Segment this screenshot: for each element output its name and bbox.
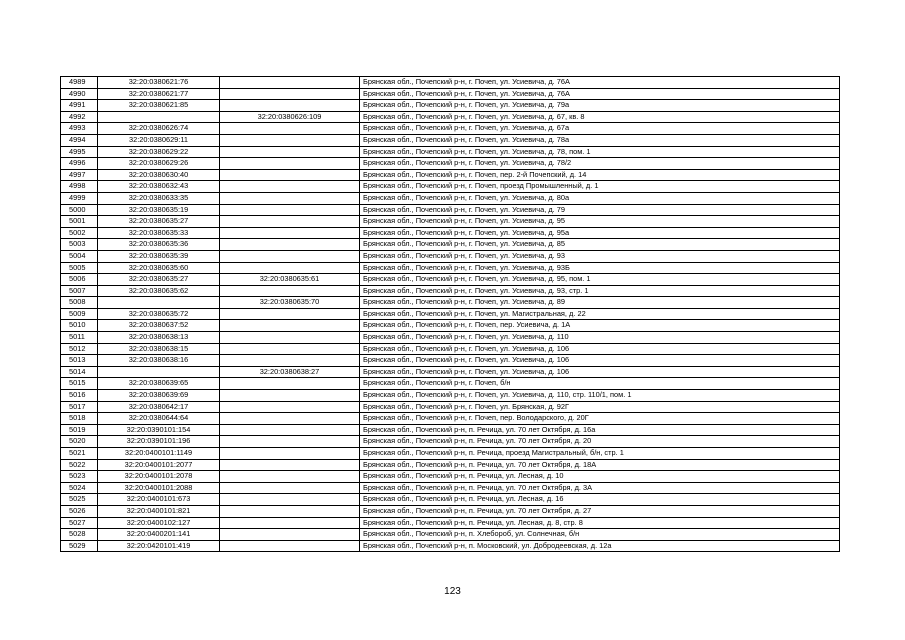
row-number-cell: 5008 [61, 297, 98, 309]
table-row [61, 227, 840, 239]
address-cell: Брянская обл., Почепский р-н, г. Почеп, ул. Усиевича, д. 93 [360, 250, 840, 262]
address-cell: Брянская обл., Почепский р-н, г. Почеп, ул. Магистральная, д. 22 [360, 308, 840, 320]
cadastral-number-cell: 32:20:0380629:11 [98, 134, 220, 146]
row-number-cell: 4996 [61, 158, 98, 170]
address-cell: Брянская обл., Почепский р-н, г. Почеп, ул. Усиевича, д. 93Б [360, 262, 840, 274]
cadastral-number-cell: 32:20:0400101:2077 [98, 459, 220, 471]
parent-cadastral-number-cell [220, 517, 360, 529]
table-row [61, 204, 840, 216]
row-number-cell: 5010 [61, 320, 98, 332]
cadastral-number-cell: 32:20:0380629:22 [98, 146, 220, 158]
row-number-cell: 5025 [61, 494, 98, 506]
cadastral-number-cell: 32:20:0380635:60 [98, 262, 220, 274]
cadastral-number-cell: 32:20:0380621:85 [98, 100, 220, 112]
address-cell: Брянская обл., Почепский р-н, п. Московский, ул. Добродеевская, д. 12а [360, 540, 840, 552]
row-number-cell: 5012 [61, 343, 98, 355]
table-row [61, 274, 840, 286]
cadastral-number-cell: 32:20:0380637:52 [98, 320, 220, 332]
table-row [61, 448, 840, 460]
cadastral-number-cell: 32:20:0380635:36 [98, 239, 220, 251]
table-row [61, 297, 840, 309]
row-number-cell: 5005 [61, 262, 98, 274]
parent-cadastral-number-cell [220, 169, 360, 181]
cadastral-number-cell: 32:20:0380635:27 [98, 216, 220, 228]
row-number-cell: 5023 [61, 471, 98, 483]
address-cell: Брянская обл., Почепский р-н, г. Почеп, ул. Усиевича, д. 67, кв. 8 [360, 111, 840, 123]
row-number-cell: 4994 [61, 134, 98, 146]
address-cell: Брянская обл., Почепский р-н, г. Почеп, ул. Усиевича, д. 85 [360, 239, 840, 251]
row-number-cell: 5028 [61, 529, 98, 541]
row-number-cell: 4992 [61, 111, 98, 123]
address-cell: Брянская обл., Почепский р-н, п. Речица, ул. 70 лет Октября, д. 27 [360, 505, 840, 517]
row-number-cell: 5022 [61, 459, 98, 471]
address-cell: Брянская обл., Почепский р-н, п. Речица, ул. Лесная, д. 10 [360, 471, 840, 483]
row-number-cell: 5002 [61, 227, 98, 239]
table-row [61, 390, 840, 402]
table-row [61, 366, 840, 378]
parent-cadastral-number-cell: 32:20:0380626:109 [220, 111, 360, 123]
table-row [61, 192, 840, 204]
parent-cadastral-number-cell [220, 343, 360, 355]
cadastral-number-cell: 32:20:0380642:17 [98, 401, 220, 413]
parent-cadastral-number-cell [220, 250, 360, 262]
table-row [61, 436, 840, 448]
address-cell: Брянская обл., Почепский р-н, г. Почеп, ул. Усиевича, д. 93, стр. 1 [360, 285, 840, 297]
cadastral-number-cell: 32:20:0400101:821 [98, 505, 220, 517]
address-cell: Брянская обл., Почепский р-н, г. Почеп, ул. Усиевича, д. 76А [360, 77, 840, 89]
address-cell: Брянская обл., Почепский р-н, г. Почеп, ул. Усиевича, д. 79а [360, 100, 840, 112]
cadastral-number-cell: 32:20:0380638:16 [98, 355, 220, 367]
table-row [61, 517, 840, 529]
cadastral-number-cell: 32:20:0380629:26 [98, 158, 220, 170]
cadastral-number-cell: 32:20:0400201:141 [98, 529, 220, 541]
parent-cadastral-number-cell [220, 332, 360, 344]
cadastral-number-cell: 32:20:0380639:69 [98, 390, 220, 402]
parent-cadastral-number-cell [220, 239, 360, 251]
address-cell: Брянская обл., Почепский р-н, г. Почеп, ул. Брянская, д. 92Г [360, 401, 840, 413]
table-row [61, 494, 840, 506]
table-row [61, 424, 840, 436]
table-row [61, 181, 840, 193]
row-number-cell: 5014 [61, 366, 98, 378]
address-cell: Брянская обл., Почепский р-н, г. Почеп, ул. Усиевича, д. 95, пом. 1 [360, 274, 840, 286]
cadastral-number-cell: 32:20:0400101:673 [98, 494, 220, 506]
cadastral-number-cell: 32:20:0380621:77 [98, 88, 220, 100]
parent-cadastral-number-cell [220, 355, 360, 367]
row-number-cell: 5006 [61, 274, 98, 286]
address-cell: Брянская обл., Почепский р-н, п. Речица, проезд Магистральный, б/н, стр. 1 [360, 448, 840, 460]
table-row [61, 505, 840, 517]
table-row [61, 529, 840, 541]
row-number-cell: 5026 [61, 505, 98, 517]
parent-cadastral-number-cell [220, 320, 360, 332]
parent-cadastral-number-cell [220, 227, 360, 239]
table-row [61, 111, 840, 123]
parent-cadastral-number-cell: 32:20:0380635:70 [220, 297, 360, 309]
address-cell: Брянская обл., Почепский р-н, п. Речица, ул. Лесная, д. 8, стр. 8 [360, 517, 840, 529]
row-number-cell: 5017 [61, 401, 98, 413]
parent-cadastral-number-cell [220, 158, 360, 170]
table-row [61, 123, 840, 135]
table-row [61, 146, 840, 158]
parent-cadastral-number-cell [220, 123, 360, 135]
parent-cadastral-number-cell [220, 471, 360, 483]
address-cell: Брянская обл., Почепский р-н, г. Почеп, пер. Володарского, д. 20Г [360, 413, 840, 425]
parent-cadastral-number-cell: 32:20:0380638:27 [220, 366, 360, 378]
row-number-cell: 4990 [61, 88, 98, 100]
parent-cadastral-number-cell [220, 505, 360, 517]
parent-cadastral-number-cell [220, 204, 360, 216]
address-cell: Брянская обл., Почепский р-н, г. Почеп, ул. Усиевича, д. 106 [360, 366, 840, 378]
table-row [61, 459, 840, 471]
row-number-cell: 4995 [61, 146, 98, 158]
table-row [61, 378, 840, 390]
address-cell: Брянская обл., Почепский р-н, г. Почеп, пер. 2-й Почепский, д. 14 [360, 169, 840, 181]
cadastral-number-cell: 32:20:0380638:15 [98, 343, 220, 355]
row-number-cell: 4999 [61, 192, 98, 204]
cadastral-number-cell: 32:20:0380635:19 [98, 204, 220, 216]
cadastral-number-cell: 32:20:0380635:39 [98, 250, 220, 262]
parent-cadastral-number-cell [220, 494, 360, 506]
table-row [61, 169, 840, 181]
table-row [61, 77, 840, 89]
address-cell: Брянская обл., Почепский р-н, п. Речица, ул. 70 лет Октября, д. 3А [360, 482, 840, 494]
table-row [61, 308, 840, 320]
row-number-cell: 5001 [61, 216, 98, 228]
cadastral-number-cell: 32:20:0380621:76 [98, 77, 220, 89]
parent-cadastral-number-cell [220, 181, 360, 193]
row-number-cell: 5027 [61, 517, 98, 529]
table-row [61, 100, 840, 112]
table-row [61, 88, 840, 100]
cadastral-number-cell: 32:20:0400101:2088 [98, 482, 220, 494]
table-row [61, 471, 840, 483]
row-number-cell: 4991 [61, 100, 98, 112]
parent-cadastral-number-cell [220, 88, 360, 100]
table-row [61, 134, 840, 146]
address-cell: Брянская обл., Почепский р-н, г. Почеп, ул. Усиевича, д. 95 [360, 216, 840, 228]
address-cell: Брянская обл., Почепский р-н, г. Почеп, ул. Усиевича, д. 78а [360, 134, 840, 146]
parent-cadastral-number-cell [220, 529, 360, 541]
table-row [61, 332, 840, 344]
row-number-cell: 5011 [61, 332, 98, 344]
address-cell: Брянская обл., Почепский р-н, г. Почеп, ул. Усиевича, д. 79 [360, 204, 840, 216]
cadastral-number-cell: 32:20:0400101:2078 [98, 471, 220, 483]
table-row [61, 262, 840, 274]
row-number-cell: 5019 [61, 424, 98, 436]
row-number-cell: 5000 [61, 204, 98, 216]
cadastral-number-cell: 32:20:0380644:64 [98, 413, 220, 425]
cadastral-number-cell: 32:20:0380630:40 [98, 169, 220, 181]
cadastral-number-cell: 32:20:0380626:74 [98, 123, 220, 135]
parent-cadastral-number-cell [220, 192, 360, 204]
page-number: 123 [444, 586, 461, 597]
address-cell: Брянская обл., Почепский р-н, г. Почеп, ул. Усиевича, д. 95а [360, 227, 840, 239]
cadastral-number-cell: 32:20:0380632:43 [98, 181, 220, 193]
address-cell: Брянская обл., Почепский р-н, г. Почеп, ул. Усиевича, д. 76А [360, 88, 840, 100]
row-number-cell: 4998 [61, 181, 98, 193]
address-cell: Брянская обл., Почепский р-н, г. Почеп, пер. Усиевича, д. 1А [360, 320, 840, 332]
address-cell: Брянская обл., Почепский р-н, г. Почеп, б/н [360, 378, 840, 390]
row-number-cell: 5013 [61, 355, 98, 367]
parent-cadastral-number-cell [220, 100, 360, 112]
address-cell: Брянская обл., Почепский р-н, п. Речица, ул. Лесная, д. 16 [360, 494, 840, 506]
table-row [61, 285, 840, 297]
row-number-cell: 5024 [61, 482, 98, 494]
table-row [61, 482, 840, 494]
parent-cadastral-number-cell [220, 216, 360, 228]
address-cell: Брянская обл., Почепский р-н, г. Почеп, ул. Усиевича, д. 106 [360, 343, 840, 355]
table-row [61, 320, 840, 332]
row-number-cell: 5004 [61, 250, 98, 262]
cadastral-number-cell: 32:20:0380639:65 [98, 378, 220, 390]
cadastral-number-cell: 32:20:0390101:196 [98, 436, 220, 448]
row-number-cell: 4989 [61, 77, 98, 89]
cadastral-number-cell: 32:20:0380633:35 [98, 192, 220, 204]
parent-cadastral-number-cell [220, 390, 360, 402]
address-cell: Брянская обл., Почепский р-н, г. Почеп, ул. Усиевича, д. 106 [360, 355, 840, 367]
cadastral-number-cell: 32:20:0400101:1149 [98, 448, 220, 460]
row-number-cell: 4997 [61, 169, 98, 181]
parent-cadastral-number-cell [220, 424, 360, 436]
address-cell: Брянская обл., Почепский р-н, г. Почеп, ул. Усиевича, д. 80а [360, 192, 840, 204]
parent-cadastral-number-cell [220, 146, 360, 158]
address-cell: Брянская обл., Почепский р-н, п. Речица, ул. 70 лет Октября, д. 20 [360, 436, 840, 448]
parent-cadastral-number-cell [220, 378, 360, 390]
row-number-cell: 5029 [61, 540, 98, 552]
address-cell: Брянская обл., Почепский р-н, г. Почеп, ул. Усиевича, д. 89 [360, 297, 840, 309]
cadastral-number-cell [98, 297, 220, 309]
parent-cadastral-number-cell: 32:20:0380635:61 [220, 274, 360, 286]
address-cell: Брянская обл., Почепский р-н, г. Почеп, ул. Усиевича, д. 110 [360, 332, 840, 344]
parent-cadastral-number-cell [220, 459, 360, 471]
table-row [61, 343, 840, 355]
row-number-cell: 5003 [61, 239, 98, 251]
row-number-cell: 5021 [61, 448, 98, 460]
parent-cadastral-number-cell [220, 401, 360, 413]
cadastral-number-cell: 32:20:0380635:27 [98, 274, 220, 286]
parent-cadastral-number-cell [220, 285, 360, 297]
parent-cadastral-number-cell [220, 436, 360, 448]
cadastral-number-cell: 32:20:0390101:154 [98, 424, 220, 436]
cadastral-number-cell: 32:20:0380635:33 [98, 227, 220, 239]
cadastral-number-cell: 32:20:0400102:127 [98, 517, 220, 529]
registry-table-body [61, 77, 840, 552]
table-row [61, 250, 840, 262]
cadastral-number-cell: 32:20:0380635:62 [98, 285, 220, 297]
address-cell: Брянская обл., Почепский р-н, п. Речица, ул. 70 лет Октября, д. 16а [360, 424, 840, 436]
parent-cadastral-number-cell [220, 77, 360, 89]
table-row [61, 216, 840, 228]
address-cell: Брянская обл., Почепский р-н, п. Речица, ул. 70 лет Октября, д. 18А [360, 459, 840, 471]
address-cell: Брянская обл., Почепский р-н, г. Почеп, ул. Усиевича, д. 78, пом. 1 [360, 146, 840, 158]
cadastral-number-cell: 32:20:0420101:419 [98, 540, 220, 552]
cadastral-number-cell [98, 366, 220, 378]
table-row [61, 540, 840, 552]
address-cell: Брянская обл., Почепский р-н, г. Почеп, ул. Усиевича, д. 78/2 [360, 158, 840, 170]
table-row [61, 401, 840, 413]
row-number-cell: 5007 [61, 285, 98, 297]
cadastral-number-cell [98, 111, 220, 123]
parent-cadastral-number-cell [220, 262, 360, 274]
parent-cadastral-number-cell [220, 448, 360, 460]
table-row [61, 413, 840, 425]
row-number-cell: 4993 [61, 123, 98, 135]
address-cell: Брянская обл., Почепский р-н, г. Почеп, ул. Усиевича, д. 110, стр. 110/1, пом. 1 [360, 390, 840, 402]
row-number-cell: 5020 [61, 436, 98, 448]
parent-cadastral-number-cell [220, 540, 360, 552]
address-cell: Брянская обл., Почепский р-н, г. Почеп, ул. Усиевича, д. 67а [360, 123, 840, 135]
parent-cadastral-number-cell [220, 413, 360, 425]
row-number-cell: 5018 [61, 413, 98, 425]
row-number-cell: 5009 [61, 308, 98, 320]
table-row [61, 239, 840, 251]
registry-table [60, 76, 840, 552]
parent-cadastral-number-cell [220, 308, 360, 320]
cadastral-number-cell: 32:20:0380635:72 [98, 308, 220, 320]
row-number-cell: 5016 [61, 390, 98, 402]
parent-cadastral-number-cell [220, 482, 360, 494]
parent-cadastral-number-cell [220, 134, 360, 146]
table-row [61, 355, 840, 367]
cadastral-number-cell: 32:20:0380638:13 [98, 332, 220, 344]
address-cell: Брянская обл., Почепский р-н, г. Почеп, проезд Промышленный, д. 1 [360, 181, 840, 193]
row-number-cell: 5015 [61, 378, 98, 390]
address-cell: Брянская обл., Почепский р-н, п. Хлебороб, ул. Солнечная, б/н [360, 529, 840, 541]
table-row [61, 158, 840, 170]
